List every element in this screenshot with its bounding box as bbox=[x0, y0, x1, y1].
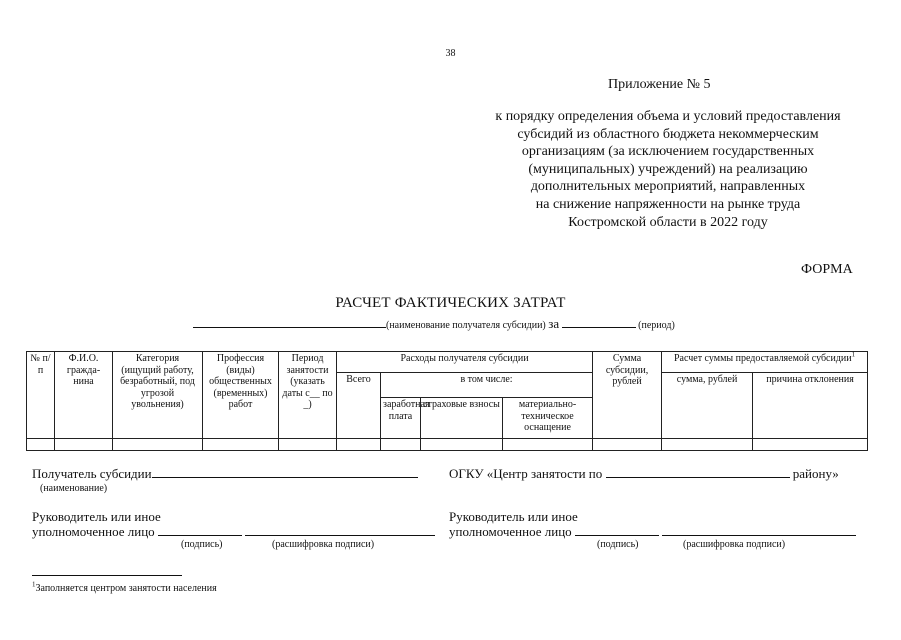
recipient-name-hint: (наименование получателя субсидии) bbox=[386, 320, 546, 331]
header-subsidy-sum: Сумма субсидии, рублей bbox=[593, 352, 662, 439]
period-blank bbox=[562, 318, 636, 328]
document-title: РАСЧЕТ ФАКТИЧЕСКИХ ЗАТРАТ bbox=[335, 295, 566, 311]
footnote-mark: 1 bbox=[32, 580, 36, 589]
header-salary: заработная плата bbox=[381, 398, 421, 439]
ogku-prefix: ОГКУ «Центр занятости по bbox=[449, 466, 603, 481]
header-calc-footnote-mark: 1 bbox=[851, 350, 856, 359]
appendix-line: (муниципальных) учреждений) на реализацию bbox=[528, 161, 808, 177]
appendix-line: на снижение напряженности на рынке труда bbox=[535, 196, 801, 212]
table-cell[interactable] bbox=[337, 439, 381, 451]
ogku-signature-caption: (подпись) bbox=[597, 539, 639, 550]
signature-blank[interactable] bbox=[158, 525, 242, 536]
recipient-name-blank bbox=[193, 318, 386, 328]
header-expenses-total: Всего bbox=[337, 373, 381, 439]
recipient-caption: (наименование) bbox=[40, 483, 108, 494]
ogku-signature-line bbox=[449, 466, 839, 482]
ogku-district-blank[interactable] bbox=[606, 467, 790, 478]
recipient-label: Получатель субсидии bbox=[32, 466, 152, 481]
head-signature-line-right bbox=[449, 524, 856, 540]
recipient-period-line bbox=[193, 316, 675, 332]
signature-caption: (подпись) bbox=[181, 539, 223, 550]
za-word: за bbox=[548, 316, 560, 331]
ogku-decode-caption: (расшифровка подписи) bbox=[683, 539, 786, 550]
header-expenses: Расходы получателя субсидии bbox=[337, 352, 593, 373]
ogku-suffix: району» bbox=[792, 466, 839, 481]
table-cell[interactable] bbox=[503, 439, 593, 451]
head-label-line1: Руководитель или иное bbox=[32, 509, 161, 524]
header-profession: Профессия (виды) общественных (временных) работ bbox=[203, 352, 279, 439]
appendix-line: субсидий из областного бюджета некоммерческим bbox=[517, 126, 819, 142]
header-insurance: страховые взносы bbox=[421, 398, 503, 439]
header-calc-reason: причина отклонения bbox=[753, 373, 868, 439]
period-hint: (период) bbox=[638, 320, 675, 331]
header-expenses-including: в том числе: bbox=[381, 373, 593, 398]
forma-label: ФОРМА bbox=[801, 262, 853, 277]
header-number: № п/п bbox=[27, 352, 55, 439]
head-label-line2: уполномоченное лицо bbox=[32, 524, 155, 539]
table-row bbox=[27, 439, 868, 451]
page-number: 38 bbox=[445, 48, 456, 59]
appendix-line: организациям (за исключением государственных bbox=[521, 144, 815, 160]
header-category: Категория (ищущий работу, безработный, под угрозой увольнения) bbox=[113, 352, 203, 439]
ogku-decode-blank[interactable] bbox=[662, 525, 856, 536]
table-cell[interactable] bbox=[421, 439, 503, 451]
appendix-line: дополнительных мероприятий, направленных bbox=[530, 179, 806, 195]
footnote-rule bbox=[32, 575, 182, 576]
appendix-body bbox=[470, 108, 866, 231]
decode-caption: (расшифровка подписи) bbox=[272, 539, 375, 550]
footnote-text: Заполняется центром занятости населения bbox=[35, 583, 217, 594]
table-cell[interactable] bbox=[662, 439, 753, 451]
footnote bbox=[32, 580, 217, 594]
table-cell[interactable] bbox=[381, 439, 421, 451]
recipient-blank[interactable] bbox=[152, 467, 418, 478]
table-cell[interactable] bbox=[279, 439, 337, 451]
decode-blank[interactable] bbox=[245, 525, 435, 536]
head-signature-line-left bbox=[32, 524, 435, 540]
table-cell[interactable] bbox=[113, 439, 203, 451]
calculation-table bbox=[26, 351, 868, 451]
header-calc-label: Расчет суммы предоставляемой субсидии bbox=[673, 353, 852, 364]
header-fio: Ф.И.О. гражда-нина bbox=[55, 352, 113, 439]
header-period: Период занятости (указать даты с__ по _) bbox=[279, 352, 337, 439]
header-equipment: материально-техническое оснащение bbox=[503, 398, 593, 439]
ogku-head-label-line2: уполномоченное лицо bbox=[449, 524, 572, 539]
recipient-signature-line bbox=[32, 466, 418, 482]
table-cell[interactable] bbox=[593, 439, 662, 451]
ogku-head-label-line1: Руководитель или иное bbox=[449, 509, 578, 524]
table-cell[interactable] bbox=[55, 439, 113, 451]
table-cell[interactable] bbox=[753, 439, 868, 451]
header-calc bbox=[662, 352, 868, 373]
header-calc-sum: сумма, рублей bbox=[662, 373, 753, 439]
table-cell[interactable] bbox=[27, 439, 55, 451]
ogku-signature-blank[interactable] bbox=[575, 525, 659, 536]
appendix-title: Приложение № 5 bbox=[608, 77, 711, 92]
table-cell[interactable] bbox=[203, 439, 279, 451]
appendix-line: к порядку определения объема и условий предоставления bbox=[495, 109, 841, 124]
appendix-line: Костромской области в 2022 году bbox=[568, 214, 768, 230]
